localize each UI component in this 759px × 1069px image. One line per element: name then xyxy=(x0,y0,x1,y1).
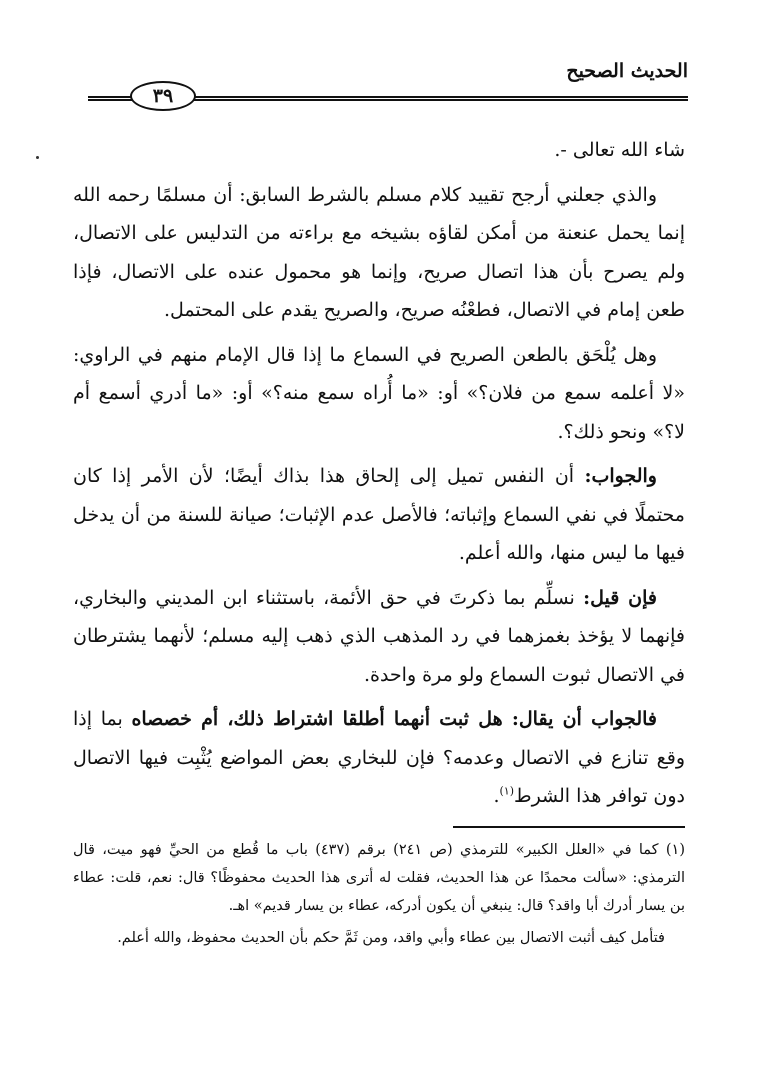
paragraph-4 xyxy=(73,457,685,573)
page-header xyxy=(88,58,688,118)
answer-lead: والجواب: xyxy=(584,465,657,487)
paragraph-1: شاء الله تعالى -. xyxy=(554,139,685,161)
reply-end: . xyxy=(493,785,500,807)
footnote-reference[interactable]: (١) xyxy=(499,784,514,798)
paragraph-2: والذي جعلني أرجح تقييد كلام مسلم بالشرط السابق: أن مسلمًا رحمه الله إنما يحمل عنعنة من أمكن لقاؤه بشيخه مع براءته من التدليس على الاتصال، ولم يصرح بأن هذا اتصال صريح، وإنما هو محمول عنده على الاتصال، فإذا طعن إمام في الاتصال، فطعْنُه صريح، والصريح يقدم على المحتمل. xyxy=(73,183,685,321)
header-rule-left xyxy=(88,96,132,101)
page-number: ٣٩ xyxy=(130,81,196,111)
paragraph-6 xyxy=(73,700,685,816)
paragraph-5 xyxy=(73,579,685,695)
main-text xyxy=(73,131,685,822)
objection-lead: فإن قيل: xyxy=(583,586,658,609)
footnote-1-continuation: فتأمل كيف أثبت الاتصال بين عطاء وأبي واقد، ومن ثَمَّ حكم بأن الحديث محفوظ، والله أعلم. xyxy=(117,930,665,946)
footnote-separator xyxy=(453,826,685,828)
reply-lead: فالجواب أن يقال: هل ثبت أنهما أطلقا اشتراط ذلك، أم خصصاه xyxy=(131,708,657,730)
reply-text: بما إذا وقع تنازع في الاتصال وعدمه؟ فإن للبخاري بعض المواضع يُثْبِت فيها الاتصال دون توافر هذا الشرط xyxy=(73,708,685,807)
running-title: الحديث الصحيح xyxy=(566,60,688,82)
answer-text: أن النفس تميل إلى إلحاق هذا بذاك أيضًا؛ لأن الأمر إذا كان محتملًا في نفي السماع وإثباته؛ فالأصل عدم الإثبات؛ صيانة للسنة من أن يدخل فيها ما ليس منها، والله أعلم. xyxy=(73,465,685,564)
header-rule-right xyxy=(192,96,688,101)
paragraph-3: وهل يُلْحَق بالطعن الصريح في السماع ما إذا قال الإمام منهم في الراوي: «لا أعلمه سمع من فلان؟» أو: «ما أُراه سمع منه؟» أو: «ما أدري أسمع أم لا؟» ونحو ذلك؟. xyxy=(73,343,685,443)
objection-text: نسلِّم بما ذكرتَ في حق الأئمة، باستثناء ابن المديني والبخاري، فإنهما لا يؤخذ بغمزهما في رد المذهب الذي ذهب إليه مسلم؛ لأنهما يشترطان في الاتصال ثبوت السماع ولو مرة واحدة. xyxy=(73,586,685,686)
footnotes xyxy=(73,836,685,956)
scan-speck xyxy=(36,156,39,159)
footnote-1: (١) كما في «العلل الكبير» للترمذي (ص ٢٤١) برقم (٤٣٧) باب ما قُطع من الحيِّ فهو ميت، قال الترمذي: «سألت محمدًا عن هذا الحديث، فقلت له أترى هذا الحديث محفوظًا؟ قال: نعم، قلت: عطاء بن يسار أدرك أبا واقد؟ قال: ينبغي أن يكون أدركه، عطاء بن يسار قديم» اهـ. xyxy=(73,842,686,914)
